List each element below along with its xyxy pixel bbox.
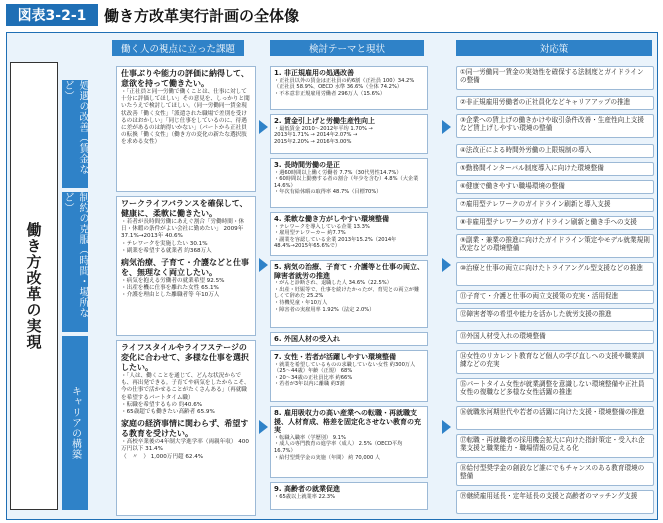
issue-heading: 仕事ぶりや能力の評価に納得して、意欲を持って働きたい。 [121,69,249,88]
measure-item: ⑬外国人材受入れの環境整備 [456,330,654,344]
theme-box [270,260,428,328]
theme-heading: 5. 病気の治療、子育て・介護等と仕事の両立、障害者就労の推進 [274,263,424,280]
measure-item: ⑥健康で働きやすい職場環境の整備 [456,180,654,194]
issue-heading: 家庭の経済事情に関わらず、希望する教育を受けたい。 [121,419,249,439]
measure-item: ④法改正による時間外労働の上限規制の導入 [456,144,654,158]
theme-body: ・最低賃金 2010～2012年平均 1.70% → 2013年1.71% → 2014年2.07% → 2015年2.20% → 2016年3.00% [274,125,373,145]
theme-box [270,66,428,110]
category-wage [62,80,88,188]
page-title: 働き方改革実行計画の全体像 [104,6,300,25]
arrow-right-icon [442,258,451,272]
issue-heading: ライフスタイルやライフステージの変化に合わせて、多様な仕事を選択したい。 [121,343,249,372]
theme-heading: 4. 柔軟な働き方がしやすい環境整備 [274,215,389,223]
issue-body: ・「人は、働くことを通じて、どんな状況からでも、再出発できる。子育てや病気をしたからこそ、今の仕事で活かせることがたくさんある」（再就職を希望するパートタイム職） ・転職を希望するもの 約40.6% ・65歳超でも働きたい高齢者 65.9% [121,373,250,416]
category-label: 制約の克服（時間・場所など） [62,192,88,318]
issue-box [116,66,256,192]
theme-box [270,350,428,402]
category-label: キャリアの構築 [69,386,81,460]
theme-box [270,406,428,478]
theme-body: ・就業を希望しているものの求職していない女性 約300万人 （25～44歳）年齢（正規） 68% ・20～34歳の正社員比率 約66% ・若者が3年以内に離職 約3割 [274,361,416,388]
category-label: 処遇の改善（賃金など） [62,80,88,175]
issue-body: ・高校卒業後の4年制大学進学率（両親年収） 400万円以下 31.4% （ 〃 ） 1,000万円超 62.4% [121,439,249,460]
measure-item: ⑨副業・兼業の推進に向けたガイドライン策定やモデル就業規則改定などの環境整備 [456,234,654,258]
theme-heading: 3. 長時間労働の是正 [274,161,340,169]
theme-body: ・65歳以上就業率 22.3% [274,493,336,500]
column-header-themes: 検討テーマと現状 [270,40,424,56]
theme-body: ・週60時間以上働く労働者 7.7%（30代男性14.7%） ・60時間以上勤務する者の割合（年少を含む）4.8%（大企業 14.6%） ・年次有給休暇の取得率 48.7%（目標70%） [274,169,419,196]
arrow-right-icon [442,120,451,134]
measure-item: ⑦雇用型テレワークのガイドライン刷新と導入支援 [456,198,654,212]
theme-box [270,158,428,208]
measure-item: ⑲継続雇用延長・定年延長の支援と高齢者のマッチング支援 [456,490,654,514]
theme-heading: 9. 高齢者の就業促進 [274,485,340,493]
theme-heading: 2. 賃金引上げと労働生産性向上 [274,117,375,125]
theme-box [270,332,428,346]
figure-number: 図表3-2-1 [6,4,98,26]
measure-item: ⑪子育て・介護と仕事の両立支援策の充実・活用促進 [456,290,654,304]
theme-body: ・正社員以外の賃金は正社員の約6割（正社員 100）34.2%（正社員 58.9%、OECD 水準 36.6%（全体 74.2%） ・不本意非正規雇用労働者 296万人（15.6%） [274,77,415,97]
measure-item: ①同一労働同一賃金の実効性を確保する法制度とガイドラインの整備 [456,66,654,90]
arrow-right-icon [259,120,268,134]
measure-item: ⑮パートタイム女性が就業調整を意識しない環境整備や正社員女性の復職など多様な女性活躍の推進 [456,378,654,402]
category-constraints [62,192,88,332]
arrow-right-icon [259,258,268,272]
issue-box [116,340,256,516]
category-career [62,336,88,510]
theme-heading: 7. 女性・若者が活躍しやすい環境整備 [274,353,396,361]
measure-item: ⑤勤務間インターバル制度導入に向けた環境整備 [456,162,654,176]
header [0,0,663,28]
issue-heading: 病気治療、子育て・介護などと仕事を、無理なく両立したい。 [121,258,249,278]
measure-item: ⑩治療と仕事の両立に向けたトライアングル型支援などの推進 [456,262,654,286]
theme-body: ・がんと診断され、退職した人 34.6%（22.5%） ・出産・妊娠等で、仕事を続けたかったが、育児との両立が難しくて辞めた 25.2% ・待機児童・年10万人 ・障害者の実雇用率 1.92%（法定 2.0%） [274,280,420,313]
theme-heading: 8. 雇用吸収力の高い産業への転職・再就職支援、人材育成、格差を固定化させない教育の充実 [274,409,421,435]
theme-box [270,114,428,154]
issue-body: ・「正社員と同一労働で働くことは、仕事に対して十分に評価してほしい」その意見を、しっかりと聞いたうえで検討してほしい。（同一労働同一賃金現状改善「働く女性」「派遣された職場で差別を受けるのはおかしい」「同じ仕事をしているのに、待遇に差があるのは納得いかない」（パートから正社員の転換「働く女性」（働き方の変化の新たな選択肢を求める女性） [121,89,250,146]
issue-body: ・病気を抱える労働者の就業希望 92.5% ・出産を機に仕事を離れた女性 65.1% ・介護を理由とした離職者等 年10万人 [121,278,225,299]
theme-heading: 1. 非正規雇用の処遇改善 [274,69,354,77]
measure-item: ⑭女性のリカレント教育など個人の学び直しへの支援や職業訓練などの充実 [456,350,654,374]
theme-box [270,482,428,510]
measure-item: ⑰転職・再就職者の採用機会拡大に向けた指針策定・受入れ企業支援と職業能力・職場情報の見える化 [456,434,654,458]
measure-item: ⑱給付型奨学金の創設など誰にでもチャンスのある教育環境の整備 [456,462,654,486]
measure-item: ③企業への賃上げの働きかけや取引条件改善・生産性向上支援など賃上げしやすい環境の整備 [456,114,654,138]
theme-body: ・転職入職率（学歴別） 9.1% ・成人の専門教育の進学率（成人） 2.5%（OECD平均 16.7%） ・給付型奨学金の実施（年間） 約 70,000 人 [274,434,403,461]
measure-item: ⑯就職氷河期世代や若者の活躍に向けた支援・環境整備の推進 [456,406,654,430]
main-goal-text: 働き方改革の実現 [24,222,43,350]
column-header-measures: 対応策 [456,40,652,56]
issue-box [116,196,256,336]
theme-box [270,212,428,256]
theme-body: ・テレワークを導入している企業 13.3% ・雇用型テレワーカー 約7.7% ・副業を容認している企業 2013年15.2%（2014年48.4%→2015年65.6%で） [274,223,397,250]
arrow-right-icon [259,420,268,434]
theme-heading: 6. 外国人材の受入れ [274,335,340,343]
issue-heading: ワークライフバランスを確保して、健康に、柔軟に働きたい。 [121,199,248,218]
main-goal-label [10,62,58,510]
issue-body: ・若者が長時間労働にあえぐ割合「労働時間・休日・休暇の条件がよい会社に勤めたい」 2009年 37.1%→2013年 40.6% ・テレワークを実施したい 30.1% ・副業を希望する就業者 約368万人 [121,219,245,254]
measure-item: ⑫障害者等の希望や能力を活かした就労支援の推進 [456,308,654,322]
measure-item: ②非正規雇用労働者の正社員化などキャリアアップの推進 [456,96,654,110]
arrow-right-icon [442,420,451,434]
measure-item: ⑧非雇用型テレワークのガイドライン刷新と働き手への支援 [456,216,654,230]
column-header-issues: 働く人の視点に立った課題 [112,40,244,56]
